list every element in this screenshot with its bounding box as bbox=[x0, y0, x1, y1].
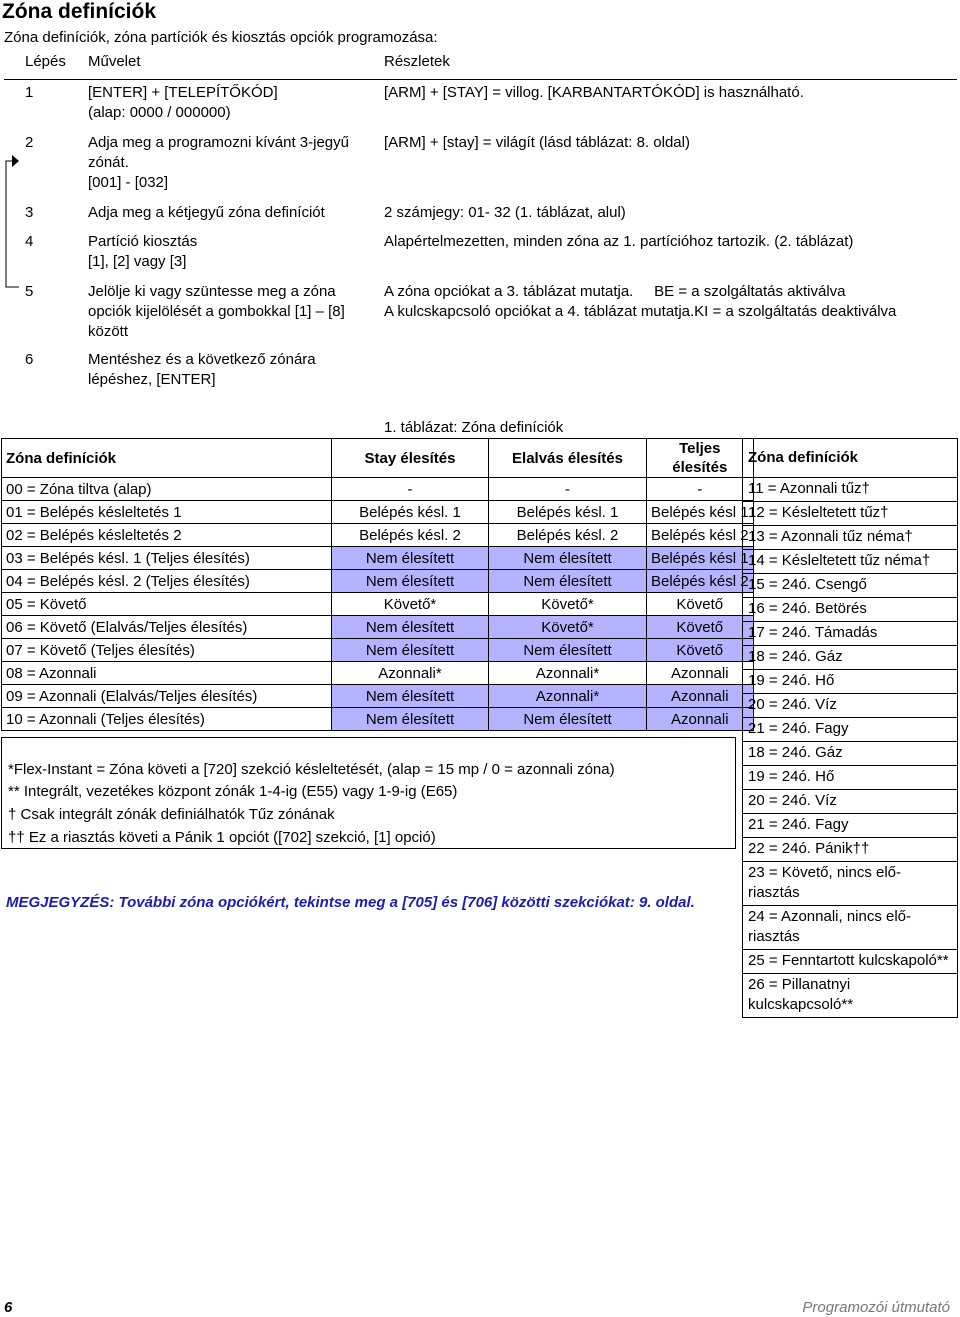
table-row bbox=[743, 622, 958, 646]
zone-definition-cell: 09 = Azonnali (Elalvás/Teljes élesítés) bbox=[2, 685, 332, 708]
step-operation bbox=[88, 83, 378, 123]
table-row bbox=[2, 639, 754, 662]
zone-definition-item: 17 = 24ó. Támadás bbox=[743, 622, 958, 646]
arming-mode-cell: Követő* bbox=[489, 616, 647, 639]
table-row bbox=[743, 790, 958, 814]
arming-mode-cell: Belépés késl 1 bbox=[647, 547, 754, 570]
table-row bbox=[2, 478, 754, 501]
table-row bbox=[743, 646, 958, 670]
step-number: 1 bbox=[25, 84, 34, 101]
zone-definition-item: 24 = Azonnali, nincs elő-riasztás bbox=[743, 906, 958, 950]
table-row bbox=[743, 906, 958, 950]
step-detail-line: A kulcskapcsoló opciókat a 4. táblázat mutatja.KI = a szolgáltatás deaktiválva bbox=[384, 303, 897, 320]
table-row bbox=[743, 742, 958, 766]
table-row bbox=[743, 718, 958, 742]
table-row bbox=[743, 598, 958, 622]
arming-mode-cell: Nem élesített bbox=[332, 708, 489, 731]
arming-mode-cell: Azonnali bbox=[647, 685, 754, 708]
step-detail-line: 2 számjegy: 01- 32 (1. táblázat, alul) bbox=[384, 204, 626, 221]
col-header-muvelet: Művelet bbox=[88, 53, 141, 70]
zone-definition-list-table bbox=[742, 438, 958, 1018]
step-detail-line: [ARM] + [STAY] = villog. [KARBANTARTÓKÓD] is használható. bbox=[384, 84, 804, 101]
step-operation-line: [ENTER] + [TELEPÍTŐKÓD] bbox=[88, 84, 278, 101]
table-row bbox=[743, 574, 958, 598]
zone-definition-table bbox=[1, 438, 754, 731]
zone-definition-cell: 10 = Azonnali (Teljes élesítés) bbox=[2, 708, 332, 731]
zone-definition-item: 16 = 24ó. Betörés bbox=[743, 598, 958, 622]
zone-definition-cell: 01 = Belépés késleltetés 1 bbox=[2, 501, 332, 524]
zone-definition-cell: 02 = Belépés késleltetés 2 bbox=[2, 524, 332, 547]
zone-definition-item: 21 = 24ó. Fagy bbox=[743, 718, 958, 742]
table-header-cell: Zóna definíciók bbox=[2, 439, 332, 478]
arming-mode-cell: Belépés késl. 2 bbox=[489, 524, 647, 547]
step-detail bbox=[384, 282, 956, 322]
table-header-cell: Elalvás élesítés bbox=[489, 439, 647, 478]
step-detail-line: A zóna opciókat a 3. táblázat mutatja. BE = a szolgáltatás aktiválva bbox=[384, 283, 846, 300]
table-row bbox=[743, 814, 958, 838]
table-row bbox=[743, 502, 958, 526]
step-operation-line: opciók kijelölését a gombokkal [1] – [8] bbox=[88, 303, 345, 320]
table-row bbox=[743, 670, 958, 694]
step-operation-line: Adja meg a programozni kívánt 3-jegyű bbox=[88, 134, 349, 151]
arming-mode-cell: Belépés késl. 1 bbox=[489, 501, 647, 524]
document-title: Programozói útmutató bbox=[802, 1299, 950, 1316]
zone-definition-item: 19 = 24ó. Hő bbox=[743, 670, 958, 694]
footnotes-box bbox=[1, 737, 736, 849]
step-detail bbox=[384, 232, 956, 252]
arming-mode-cell: Nem élesített bbox=[332, 570, 489, 593]
zone-definition-cell: 03 = Belépés késl. 1 (Teljes élesítés) bbox=[2, 547, 332, 570]
zone-definition-item: 22 = 24ó. Pánik†† bbox=[743, 838, 958, 862]
step-detail bbox=[384, 83, 956, 103]
arming-mode-cell: - bbox=[489, 478, 647, 501]
arming-mode-cell: - bbox=[647, 478, 754, 501]
step-detail bbox=[384, 203, 956, 223]
table-row bbox=[2, 616, 754, 639]
arming-mode-cell: Azonnali bbox=[647, 708, 754, 731]
step-detail-line: Alapértelmezetten, minden zóna az 1. partícióhoz tartozik. (2. táblázat) bbox=[384, 233, 854, 250]
arming-mode-cell: Követő bbox=[647, 593, 754, 616]
arming-mode-cell: Nem élesített bbox=[489, 570, 647, 593]
zone-definition-item: 25 = Fenntartott kulcskapoló** bbox=[743, 950, 958, 974]
step-number: 5 bbox=[25, 283, 34, 300]
table-row bbox=[743, 862, 958, 906]
step-operation-line: lépéshez, [ENTER] bbox=[88, 371, 216, 388]
table-row bbox=[2, 501, 754, 524]
arming-mode-cell: Nem élesített bbox=[332, 547, 489, 570]
footnote: ** Integrált, vezetékes központ zónák 1-4-ig (E55) vagy 1-9-ig (E65) bbox=[8, 783, 458, 800]
step-operation bbox=[88, 232, 378, 272]
step-number: 4 bbox=[25, 233, 34, 250]
zone-definition-cell: 07 = Követő (Teljes élesítés) bbox=[2, 639, 332, 662]
step-operation bbox=[88, 282, 378, 342]
arming-mode-cell: Nem élesített bbox=[332, 616, 489, 639]
step-number: 2 bbox=[25, 134, 34, 151]
step-operation-line: zónát. bbox=[88, 154, 129, 171]
arming-mode-cell: Belépés késl 2 bbox=[647, 570, 754, 593]
arming-mode-cell: Nem élesített bbox=[489, 708, 647, 731]
col-header-lepes: Lépés bbox=[25, 53, 66, 70]
zone-definition-cell: 00 = Zóna tiltva (alap) bbox=[2, 478, 332, 501]
zone-definition-cell: 08 = Azonnali bbox=[2, 662, 332, 685]
zone-definition-item: 19 = 24ó. Hő bbox=[743, 766, 958, 790]
zone-definition-item: 15 = 24ó. Csengő bbox=[743, 574, 958, 598]
footnote: †† Ez a riasztás követi a Pánik 1 opciót ([702] szekció, [1] opció) bbox=[8, 829, 436, 846]
col-header-reszletek: Részletek bbox=[384, 53, 450, 70]
table-row bbox=[2, 547, 754, 570]
arming-mode-cell: Nem élesített bbox=[332, 685, 489, 708]
megjegyzes-note: MEGJEGYZÉS: További zóna opciókért, tekintse meg a [705] és [706] közötti szekciókat: 9. oldal. bbox=[6, 894, 695, 911]
arming-mode-cell: Nem élesített bbox=[489, 547, 647, 570]
arming-mode-cell: Belépés késl 2 bbox=[647, 524, 754, 547]
step-operation bbox=[88, 350, 378, 390]
arming-mode-cell: Követő* bbox=[332, 593, 489, 616]
table-header-row bbox=[2, 439, 754, 478]
page-subtitle: Zóna definíciók, zóna partíciók és kiosztás opciók programozása: bbox=[4, 29, 438, 46]
arming-mode-cell: Nem élesített bbox=[489, 639, 647, 662]
zone-definition-item: 13 = Azonnali tűz néma† bbox=[743, 526, 958, 550]
table-header-cell bbox=[647, 439, 754, 478]
footnote: *Flex-Instant = Zóna követi a [720] szekció késleltetését, (alap = 15 mp / 0 = azonnali zóna) bbox=[8, 761, 615, 778]
arming-mode-cell: Követő bbox=[647, 639, 754, 662]
step-operation-line: (alap: 0000 / 000000) bbox=[88, 104, 231, 121]
right-table-header: Zóna definíciók bbox=[743, 439, 958, 478]
footnote: † Csak integrált zónák definiálhatók Tűz zónának bbox=[8, 806, 335, 823]
table-row bbox=[2, 570, 754, 593]
zone-definition-item: 18 = 24ó. Gáz bbox=[743, 646, 958, 670]
zone-definition-item: 20 = 24ó. Víz bbox=[743, 694, 958, 718]
arming-mode-cell: Nem élesített bbox=[332, 639, 489, 662]
step-operation-line: Adja meg a kétjegyű zóna definíciót bbox=[88, 204, 325, 221]
step-number: 3 bbox=[25, 204, 34, 221]
table-row bbox=[743, 950, 958, 974]
table-row bbox=[2, 524, 754, 547]
table-header-line: élesítés bbox=[672, 459, 728, 476]
arming-mode-cell: Azonnali* bbox=[489, 685, 647, 708]
page-number: 6 bbox=[4, 1299, 13, 1316]
header-divider bbox=[4, 79, 957, 80]
step-operation bbox=[88, 203, 378, 223]
table-row bbox=[743, 478, 958, 502]
zone-definition-item: 14 = Késleltetett tűz néma† bbox=[743, 550, 958, 574]
arming-mode-cell: Azonnali* bbox=[332, 662, 489, 685]
table-row bbox=[743, 526, 958, 550]
arming-mode-cell: Belépés késl 1 bbox=[647, 501, 754, 524]
step-operation-line: Mentéshez és a következő zónára bbox=[88, 351, 316, 368]
table-row bbox=[743, 694, 958, 718]
table-row bbox=[743, 766, 958, 790]
zone-definition-item: 12 = Késleltetett tűz† bbox=[743, 502, 958, 526]
table-row bbox=[2, 662, 754, 685]
table-row bbox=[743, 838, 958, 862]
arming-mode-cell: Követő bbox=[647, 616, 754, 639]
table-row bbox=[2, 593, 754, 616]
table-header-cell: Stay élesítés bbox=[332, 439, 489, 478]
step-detail-line: [ARM] + [stay] = világít (lásd táblázat: 8. oldal) bbox=[384, 134, 690, 151]
table-row bbox=[2, 708, 754, 731]
arming-mode-cell: Azonnali bbox=[647, 662, 754, 685]
zone-definition-item: 20 = 24ó. Víz bbox=[743, 790, 958, 814]
table-row bbox=[2, 685, 754, 708]
page-title: Zóna definíciók bbox=[2, 0, 157, 23]
zone-definition-item: 21 = 24ó. Fagy bbox=[743, 814, 958, 838]
table-header-line: Teljes bbox=[679, 440, 721, 457]
table-row bbox=[743, 974, 958, 1018]
zone-definition-item: 23 = Követő, nincs elő-riasztás bbox=[743, 862, 958, 906]
step-operation-line: [001] - [032] bbox=[88, 174, 169, 191]
step-operation bbox=[88, 133, 378, 193]
zone-definition-item: 26 = Pillanatnyi kulcskapcsoló** bbox=[743, 974, 958, 1018]
step-operation-line: [1], [2] vagy [3] bbox=[88, 253, 187, 270]
arming-mode-cell: Belépés késl. 2 bbox=[332, 524, 489, 547]
zone-definition-item: 11 = Azonnali tűz† bbox=[743, 478, 958, 502]
zone-definition-cell: 05 = Követő bbox=[2, 593, 332, 616]
table-caption: 1. táblázat: Zóna definíciók bbox=[384, 419, 564, 436]
arming-mode-cell: - bbox=[332, 478, 489, 501]
table-row bbox=[743, 550, 958, 574]
arming-mode-cell: Követő* bbox=[489, 593, 647, 616]
step-operation-line: között bbox=[88, 323, 129, 340]
loop-connector-icon bbox=[0, 0, 20, 300]
step-number: 6 bbox=[25, 351, 34, 368]
step-operation-line: Partíció kiosztás bbox=[88, 233, 198, 250]
arming-mode-cell: Azonnali* bbox=[489, 662, 647, 685]
zone-definition-item: 18 = 24ó. Gáz bbox=[743, 742, 958, 766]
step-operation-line: Jelölje ki vagy szüntesse meg a zóna bbox=[88, 283, 336, 300]
arming-mode-cell: Belépés késl. 1 bbox=[332, 501, 489, 524]
step-detail bbox=[384, 133, 956, 153]
zone-definition-cell: 04 = Belépés késl. 2 (Teljes élesítés) bbox=[2, 570, 332, 593]
zone-definition-cell: 06 = Követő (Elalvás/Teljes élesítés) bbox=[2, 616, 332, 639]
